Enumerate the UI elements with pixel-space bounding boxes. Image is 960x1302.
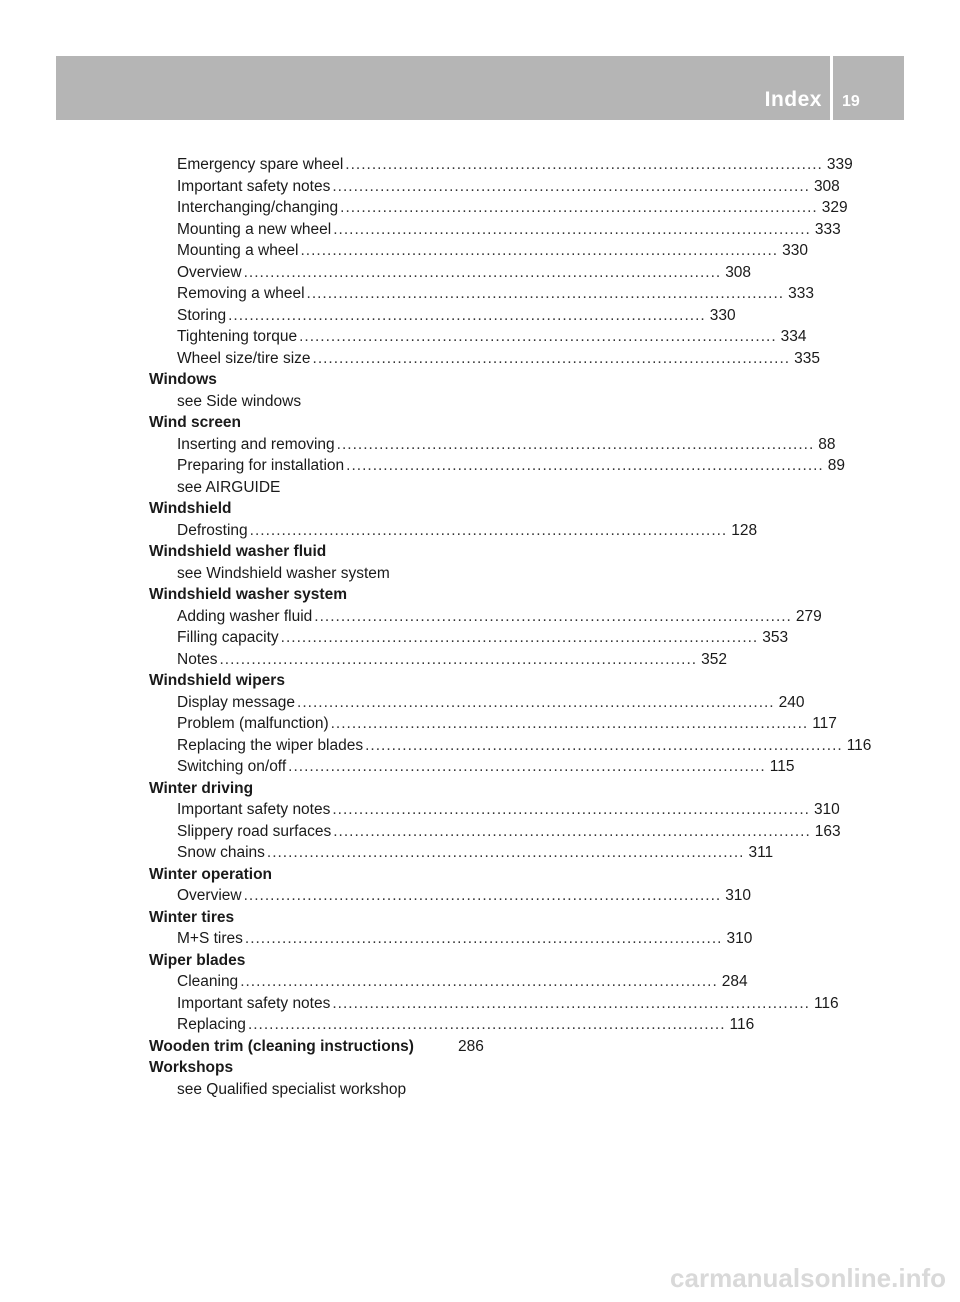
entry-label: Overview [177, 263, 242, 281]
dot-leader: .......................................................................................... [345, 156, 823, 173]
index-entry [149, 928, 753, 950]
page-reference: 116 [813, 994, 839, 1012]
index-entry [149, 649, 727, 671]
dot-leader: .......................................................................................... [228, 306, 706, 324]
page-reference: 115 [769, 758, 795, 775]
entry-label: see AIRGUIDE [177, 478, 281, 496]
dot-leader: .......................................................................................... [288, 758, 766, 775]
watermark: carmanualsonline.info [670, 1263, 946, 1293]
page-reference: 308 [813, 177, 840, 195]
entry-label: Replacing [177, 1016, 246, 1033]
index-heading [149, 369, 494, 391]
entry-label: Problem (malfunction) [177, 715, 329, 732]
entry-label: Preparing for installation [177, 457, 345, 474]
page-reference: 116 [846, 736, 872, 754]
entry-label: Replacing the wiper blades [177, 736, 364, 754]
entry-label: Overview [177, 887, 242, 904]
entry-label: Removing a wheel [177, 285, 305, 302]
entry-label: Emergency spare wheel [177, 156, 344, 173]
dot-leader: .......................................................................................... [243, 263, 722, 281]
index-entry [149, 262, 752, 284]
dot-leader: .......................................................................................... [306, 285, 785, 302]
page-reference: 279 [795, 607, 822, 625]
entry-label: Interchanging/changing [177, 199, 339, 216]
page-reference: 333 [788, 285, 814, 302]
index-entry [149, 326, 807, 348]
dot-leader: .......................................................................................... [280, 629, 759, 646]
index-entry [149, 477, 494, 499]
dot-leader: .......................................................................................... [332, 994, 810, 1012]
dot-leader: .......................................................................................... [244, 930, 723, 947]
page-reference: 334 [780, 328, 807, 345]
page-reference: 308 [725, 263, 752, 281]
header-divider [830, 56, 833, 120]
index-entry [149, 735, 872, 757]
page-reference: 240 [778, 693, 805, 711]
entry-label: Inserting and removing [177, 435, 335, 453]
dot-leader: .......................................................................................... [219, 650, 698, 668]
entry-label: Windshield washer fluid [149, 543, 327, 560]
dot-leader: .......................................................................................... [243, 887, 722, 904]
dot-leader: .......................................................................................... [346, 457, 824, 474]
dot-leader: .......................................................................................... [332, 801, 810, 818]
index-entry [149, 692, 805, 714]
page-reference: 284 [721, 973, 748, 990]
index-heading [149, 412, 494, 434]
page-reference: 286 [458, 1037, 484, 1055]
page-reference: 335 [794, 349, 820, 367]
dot-leader: .......................................................................................... [314, 607, 792, 625]
index-entry [149, 1014, 755, 1036]
entry-label: see Side windows [177, 392, 302, 410]
entry-label: Wooden trim (cleaning instructions) [149, 1037, 414, 1055]
page-reference: 116 [729, 1016, 755, 1033]
index-entry [149, 391, 494, 413]
entry-label: Switching on/off [177, 758, 287, 775]
entry-label: Windshield [149, 500, 232, 517]
entry-label: Winter operation [149, 865, 273, 883]
index-entry [149, 885, 752, 907]
index-entry [149, 971, 748, 993]
dot-leader: .......................................................................................... [247, 1016, 726, 1033]
index-entry [149, 993, 839, 1015]
entry-label: Windshield washer system [149, 586, 347, 603]
index-entry [149, 455, 845, 477]
index-entry [149, 283, 814, 305]
index-entry [149, 520, 758, 542]
entry-label: Defrosting [177, 521, 248, 539]
entry-label: Display message [177, 693, 296, 711]
dot-leader: .......................................................................................... [312, 349, 791, 367]
index-heading [149, 1057, 494, 1079]
dot-leader: .......................................................................................... [333, 822, 811, 840]
dot-leader: .......................................................................................... [340, 199, 818, 216]
page-reference: 128 [731, 521, 758, 539]
page-reference: 310 [813, 801, 840, 818]
index-heading [149, 541, 494, 563]
entry-label: Mounting a new wheel [177, 220, 332, 238]
entry-label: see Windshield washer system [177, 564, 390, 582]
index-heading [149, 670, 494, 692]
entry-label: Adding washer fluid [177, 607, 313, 625]
dot-leader: .......................................................................................... [249, 521, 728, 539]
dot-leader: .......................................................................................... [365, 736, 843, 754]
index-heading [149, 907, 494, 929]
entry-label: Winter driving [149, 779, 254, 797]
entry-label: Filling capacity [177, 629, 279, 646]
dot-leader: .......................................................................................... [299, 328, 777, 345]
index-entry [149, 821, 841, 843]
page-reference: 311 [748, 844, 774, 861]
page-reference: 329 [821, 199, 848, 216]
entry-label: Wind screen [149, 414, 242, 431]
entry-label: Storing [177, 306, 227, 324]
entry-label: Windows [149, 371, 217, 388]
index-heading [149, 584, 494, 606]
index-entry [149, 842, 774, 864]
index-entry [149, 348, 820, 370]
index-heading [149, 1036, 494, 1058]
entry-label: Mounting a wheel [177, 242, 299, 259]
index-entry [149, 305, 736, 327]
index-entry [149, 434, 836, 456]
dot-leader: .......................................................................................... [336, 435, 815, 453]
page-reference: 310 [725, 887, 752, 904]
dot-leader: .......................................................................................... [297, 693, 775, 711]
index-heading [149, 950, 494, 972]
spacer [414, 1036, 444, 1058]
index-entry [149, 627, 789, 649]
entry-label: Cleaning [177, 973, 239, 990]
index-entry [149, 799, 840, 821]
dot-leader: .......................................................................................... [240, 973, 718, 990]
page-reference: 333 [814, 220, 841, 238]
page-reference: 89 [827, 457, 845, 474]
page-reference: 353 [762, 629, 789, 646]
page-reference: 310 [726, 930, 753, 947]
entry-label: Winter tires [149, 908, 235, 926]
page-reference: 117 [812, 715, 837, 732]
entry-label: Windshield wipers [149, 672, 285, 689]
entry-label: Snow chains [177, 844, 265, 861]
index-entry [149, 219, 841, 241]
entry-label: Notes [177, 650, 218, 668]
index-entry [149, 197, 848, 219]
page-reference: 330 [782, 242, 808, 259]
index-entry [149, 563, 494, 585]
dot-leader: .......................................................................................... [300, 242, 779, 259]
dot-leader: .......................................................................................... [332, 177, 810, 195]
index-heading [149, 864, 494, 886]
index-entry [149, 756, 795, 778]
entry-label: Slippery road surfaces [177, 822, 332, 840]
entry-label: M+S tires [177, 930, 243, 947]
index-entry [149, 606, 822, 628]
index-entry [149, 176, 840, 198]
entry-label: see Qualified specialist workshop [177, 1080, 407, 1098]
entry-label: Tightening torque [177, 328, 298, 345]
page-reference: 88 [818, 435, 836, 453]
page-reference: 163 [814, 822, 841, 840]
entry-label: Important safety notes [177, 994, 331, 1012]
dot-leader: .......................................................................................... [266, 844, 745, 861]
index-heading [149, 498, 494, 520]
index-heading [149, 778, 494, 800]
entry-label: Workshops [149, 1059, 234, 1076]
entry-label: Important safety notes [177, 801, 331, 818]
index-entry [149, 154, 853, 176]
index-entry [149, 240, 808, 262]
index-list [149, 154, 872, 1100]
entry-label: Wheel size/tire size [177, 349, 311, 367]
entry-label: Wiper blades [149, 951, 246, 969]
index-entry [149, 1079, 494, 1101]
dot-leader: .......................................................................................... [333, 220, 811, 238]
page-number: 19 [842, 93, 860, 110]
index-entry [149, 713, 837, 735]
page-reference: 352 [701, 650, 727, 668]
page-reference: 339 [826, 156, 853, 173]
section-title: Index [764, 88, 822, 111]
page-reference: 330 [709, 306, 736, 324]
dot-leader: .......................................................................................... [330, 715, 809, 732]
entry-label: Important safety notes [177, 177, 331, 195]
